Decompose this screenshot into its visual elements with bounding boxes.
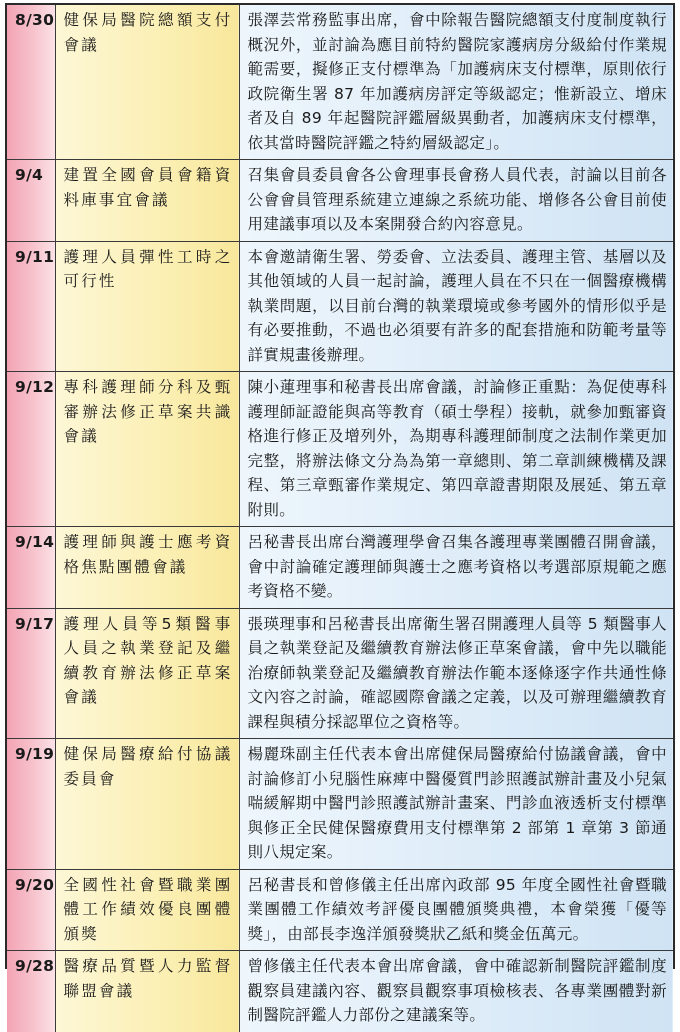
meeting-description: 張澤芸常務監事出席，會中除報告醫院總額支付度制度執行概況外，並討論為應目前特約醫院家護病房分級給付作業規範需要，擬修正支付標準為「加護病床支付標準，原則依行政院衛生署 87 年加護病房評定等級認定；惟新設立、增床者及自 89 年起醫院評鑑層級異動者，加護病床支付標準，依其當時醫院評鑑之特約層級認定」。 <box>239 5 673 160</box>
meeting-schedule-frame <box>5 3 675 1024</box>
meeting-date: 9/14 <box>7 527 55 609</box>
meeting-description: 楊麗珠副主任代表本會出席健保局醫療給付協議會議，會中討論修訂小兒腦性麻痺中醫優質門診照護試辦計畫及小兒氣喘緩解期中醫門診照護試辦計畫案、門診血液透析支付標準與修正全民健保醫療費用支付標準第 2 部第 1 章第 3 節通則八規定案。 <box>239 739 673 870</box>
meeting-date: 9/28 <box>7 951 55 1032</box>
meeting-date: 9/4 <box>7 160 55 242</box>
meeting-topic: 護理人員等5類醫事人員之執業登記及繼續教育辦法修正草案會議 <box>55 608 239 739</box>
meeting-topic: 健保局醫院總額支付會議 <box>55 5 239 160</box>
meeting-topic: 全國性社會暨職業團體工作績效優良團體頒獎 <box>55 869 239 951</box>
meeting-date: 9/19 <box>7 739 55 870</box>
meeting-description: 曾修儀主任代表本會出席會議，會中確認新制醫院評鑑制度觀察員建議內容、觀察員觀察事項檢核表、各專業團體對新制醫院評鑑人力部份之建議案等。 <box>239 951 673 1032</box>
table-row <box>7 739 673 870</box>
table-row <box>7 160 673 242</box>
meeting-topic: 專科護理師分科及甄審辦法修正草案共識會議 <box>55 372 239 527</box>
table-row <box>7 5 673 160</box>
meeting-description: 張瑛理事和呂秘書長出席衛生署召開護理人員等 5 類醫事人員之執業登記及繼續教育辦法修正草案會議，會中先以職能治療師執業登記及繼續教育辦法作範本逐條逐字作共通性條文內容之討論，確認國際會議之定義，以及可辦理繼續教育課程與積分採認單位之資格等。 <box>239 608 673 739</box>
meeting-description: 呂秘書長和曾修儀主任出席內政部 95 年度全國性社會暨職業團體工作績效考評優良團體頒獎典禮，本會榮獲「優等獎」，由部長李逸洋頒發獎狀乙紙和獎金伍萬元。 <box>239 869 673 951</box>
meeting-date: 9/11 <box>7 241 55 372</box>
meeting-date: 9/12 <box>7 372 55 527</box>
meeting-date: 9/20 <box>7 869 55 951</box>
meeting-topic: 護理人員彈性工時之可行性 <box>55 241 239 372</box>
table-row <box>7 608 673 739</box>
meeting-date: 8/30 <box>7 5 55 160</box>
meeting-schedule-table <box>7 5 673 1032</box>
meeting-topic: 醫療品質暨人力監督聯盟會議 <box>55 951 239 1032</box>
meeting-topic: 建置全國會員會籍資料庫事宜會議 <box>55 160 239 242</box>
table-row <box>7 241 673 372</box>
meeting-topic: 護理師與護士應考資格焦點團體會議 <box>55 527 239 609</box>
meeting-description: 本會邀請衛生署、勞委會、立法委員、護理主管、基層以及其他領域的人員一起討論，護理人員在不只在一個醫療機構執業問題，以目前台灣的執業環境或參考國外的情形似乎是有必要推動，不過也必須要有許多的配套措施和防範考量等詳實規畫後辦理。 <box>239 241 673 372</box>
table-row <box>7 372 673 527</box>
table-row <box>7 527 673 609</box>
meeting-description: 呂秘書長出席台灣護理學會召集各護理專業團體召開會議，會中討論確定護理師與護士之應考資格以考選部原規範之應考資格不變。 <box>239 527 673 609</box>
meeting-description: 召集會員委員會各公會理事長會務人員代表，討論以目前各公會會員管理系統建立連線之系統功能、增修各公會目前使用建議事項以及本案開發合約內容意見。 <box>239 160 673 242</box>
table-row <box>7 951 673 1032</box>
meeting-description: 陳小蓮理事和秘書長出席會議，討論修正重點：為促使專科護理師証證能與高等教育（碩士學程）接軌，就參加甄審資格進行修正及增列外，為期專科護理師制度之法制作業更加完整，將辦法條文分為為第一章總則、第二章訓練機構及課程、第三章甄審作業規定、第四章證書期限及展延、第五章附則。 <box>239 372 673 527</box>
table-row <box>7 869 673 951</box>
meeting-topic: 健保局醫療給付協議委員會 <box>55 739 239 870</box>
meeting-date: 9/17 <box>7 608 55 739</box>
